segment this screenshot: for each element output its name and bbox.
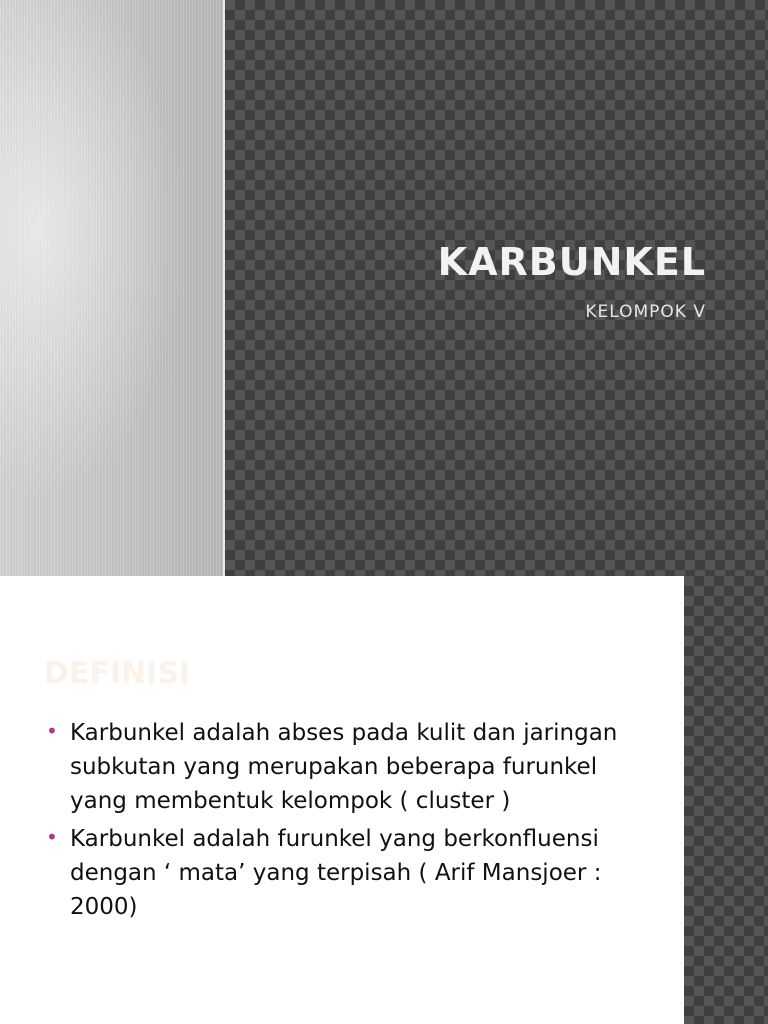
diamond-pattern-panel	[225, 0, 768, 576]
list-item	[44, 822, 644, 924]
bullet-icon: •	[46, 825, 58, 849]
list-item	[44, 716, 644, 818]
gradient-panel	[0, 0, 223, 576]
list-item-text: Karbunkel adalah abses pada kulit dan jaringan subkutan yang merupakan beberapa furunkel yang membentuk kelompok ( cluster )	[70, 720, 618, 814]
list-item-text: Karbunkel adalah furunkel yang berkonfluensi dengan ‘ mata’ yang terpisah ( Arif Mansjoer : 2000)	[70, 826, 602, 920]
section-heading: DEFINISI	[44, 656, 191, 691]
diamond-pattern-strip	[684, 576, 768, 1024]
slide-title: KARBUNKEL	[437, 240, 706, 284]
bullet-icon: •	[46, 719, 58, 743]
definition-list	[44, 716, 644, 928]
slide-subtitle: KELOMPOK V	[585, 302, 706, 322]
definition-slide	[0, 576, 768, 1024]
